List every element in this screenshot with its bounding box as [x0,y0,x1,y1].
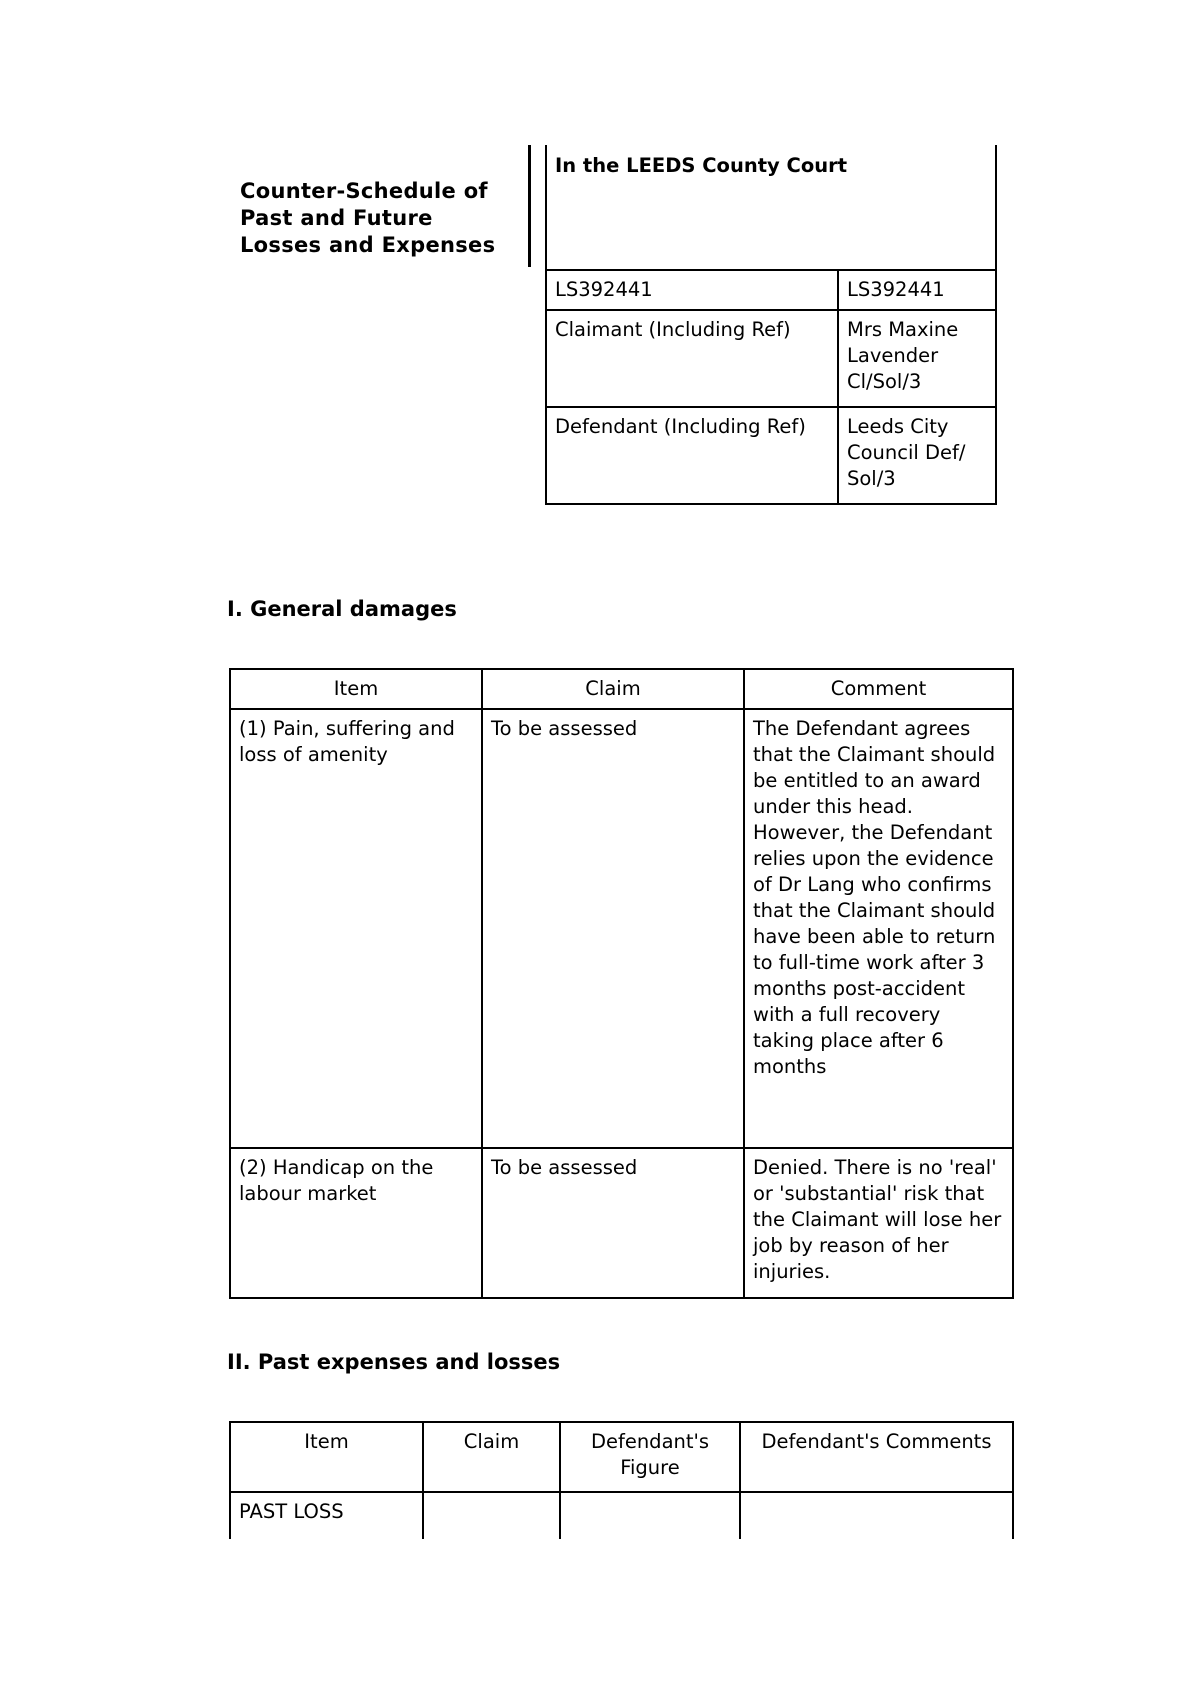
table-row [546,407,996,504]
table-row [546,270,996,310]
claim-cell: To be assessed [482,709,744,1148]
general-damages-table [229,668,1014,1299]
column-header-comment: Comment [744,669,1013,709]
title-line: Counter-Schedule of [240,179,488,203]
table-header-row [230,1422,1013,1492]
claim-cell: To be assessed [482,1148,744,1298]
table-row [546,145,996,270]
item-cell: PAST LOSS [230,1492,423,1539]
comment-cell: Denied. There is no 'real' or 'substantial' risk that the Claimant will lose her job by reason of her injuries. [744,1148,1013,1298]
section-heading-past-expenses: II. Past expenses and losses [227,1350,561,1374]
title-line: Past and Future [240,206,433,230]
title-line: Losses and Expenses [240,233,496,257]
column-header-defendants-comments: Defendant's Comments [740,1422,1013,1492]
table-row [230,1492,1013,1539]
table-header-row [230,669,1013,709]
comment-cell: The Defendant agrees that the Claimant should be entitled to an award under this head. However, the Defendant relies upon the evidence of Dr Lang who confirms that the Claimant should have been able to return to full-time work after 3 months post-accident with a full recovery taking place after 6 months [744,709,1013,1148]
item-cell: (1) Pain, suffering and loss of amenity [230,709,482,1148]
section-heading-general-damages: I. General damages [227,597,457,621]
column-header-claim: Claim [423,1422,560,1492]
court-name: In the LEEDS County Court [546,145,996,270]
column-header-item: Item [230,1422,423,1492]
column-header-claim: Claim [482,669,744,709]
column-header-defendants-figure: Defendant's Figure [560,1422,740,1492]
table-row [230,709,1013,1148]
comments-cell [740,1492,1013,1539]
item-cell: (2) Handicap on the labour market [230,1148,482,1298]
claim-cell [423,1492,560,1539]
claim-number-label: LS392441 [546,270,838,310]
document-title [240,178,495,259]
column-header-item: Item [230,669,482,709]
table-row [546,310,996,407]
defendant-label: Defendant (Including Ref) [546,407,838,504]
claimant-label: Claimant (Including Ref) [546,310,838,407]
past-expenses-table [229,1421,1014,1539]
table-row [230,1148,1013,1298]
claim-number-value: LS392441 [838,270,996,310]
defendant-value: Leeds City Council Def/ Sol/3 [838,407,996,504]
claimant-value: Mrs Maxine Lavender Cl/Sol/3 [838,310,996,407]
divider-line [528,145,531,267]
figure-cell [560,1492,740,1539]
court-details-table [545,145,997,505]
